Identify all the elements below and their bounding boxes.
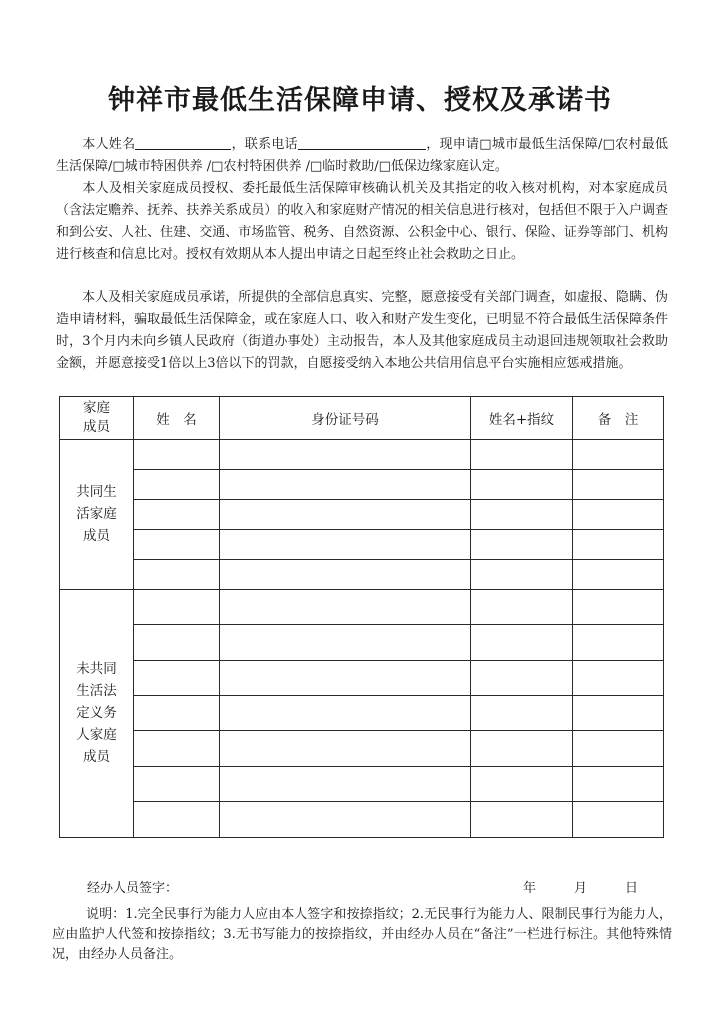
name-label: 本人姓名 <box>82 137 136 152</box>
remark-cell[interactable] <box>573 660 664 695</box>
remark-cell[interactable] <box>573 696 664 731</box>
phone-blank[interactable] <box>298 135 426 150</box>
fingerprint-cell[interactable] <box>471 559 573 589</box>
commitment-text: 本人及相关家庭成员承诺，所提供的全部信息真实、完整，愿意接受有关部门调查，如虚报、隐瞒、伪造申请材料，骗取最低生活保障金，或在家庭人口、收入和财产发生变化，已明显不符合最低生活保障条件时，3个月内未向乡镇人民政府（街道办事处）主动报告，本人及其他家庭成员主动退回违规领取社会救助金额，并愿意接受1倍以上3倍以下的罚款，自愿接受纳入本地公共信用信息平台实施相应惩戒措施。 <box>56 290 668 371</box>
name-cell[interactable] <box>134 469 220 499</box>
authorization-text: 本人及相关家庭成员授权、委托最低生活保障审核确认机关及其指定的收入核对机构，对本家庭成员（含法定赡养、抚养、扶养关系成员）的收入和家庭财产情况的相关信息进行核对，包括但不限于入户调查和到公安、人社、住建、交通、市场监管、税务、自然资源、公积金中心、银行、保险、证券等部门、机构进行核查和信息比对。授权有效期从本人提出申请之日起至终止社会救助之日止。 <box>56 181 668 262</box>
name-cell[interactable] <box>134 499 220 529</box>
family-members-table <box>59 396 663 838</box>
name-cell[interactable] <box>134 696 220 731</box>
fingerprint-cell[interactable] <box>471 802 573 838</box>
id-number-cell[interactable] <box>220 499 471 529</box>
name-cell[interactable] <box>134 440 220 470</box>
table-row <box>60 559 664 589</box>
table-row <box>60 469 664 499</box>
header-id-number: 身份证号码 <box>220 397 471 440</box>
fingerprint-cell[interactable] <box>471 440 573 470</box>
name-cell[interactable] <box>134 625 220 660</box>
remark-cell[interactable] <box>573 529 664 559</box>
id-number-cell[interactable] <box>220 731 471 766</box>
id-number-cell[interactable] <box>220 529 471 559</box>
name-cell[interactable] <box>134 589 220 624</box>
explanation-note <box>52 905 672 965</box>
applicant-info-paragraph <box>56 134 668 178</box>
document-title: 钟祥市最低生活保障申请、授权及承诺书 <box>108 85 612 116</box>
remark-cell[interactable] <box>573 440 664 470</box>
name-cell[interactable] <box>134 529 220 559</box>
id-number-cell[interactable] <box>220 660 471 695</box>
fingerprint-cell[interactable] <box>471 529 573 559</box>
id-number-cell[interactable] <box>220 559 471 589</box>
fingerprint-cell[interactable] <box>471 696 573 731</box>
name-cell[interactable] <box>134 559 220 589</box>
table-header-row <box>60 397 664 440</box>
table-row <box>60 589 664 624</box>
signature-row <box>87 877 647 896</box>
header-remark: 备 注 <box>573 397 664 440</box>
name-cell[interactable] <box>134 766 220 801</box>
remark-cell[interactable] <box>573 625 664 660</box>
table-row <box>60 696 664 731</box>
apply-options-text: ，现申请□城市最低生活保障/□农村最低生活保障/□城市特困供养 /□农村特困供养 /□临时救助/□低保边缘家庭认定。 <box>56 137 668 174</box>
fingerprint-cell[interactable] <box>471 766 573 801</box>
phone-label: ，联系电话 <box>231 137 298 152</box>
table-row <box>60 529 664 559</box>
remark-cell[interactable] <box>573 469 664 499</box>
id-number-cell[interactable] <box>220 766 471 801</box>
fingerprint-cell[interactable] <box>471 589 573 624</box>
id-number-cell[interactable] <box>220 589 471 624</box>
table-row <box>60 499 664 529</box>
fingerprint-cell[interactable] <box>471 499 573 529</box>
remark-cell[interactable] <box>573 766 664 801</box>
id-number-cell[interactable] <box>220 469 471 499</box>
remark-cell[interactable] <box>573 499 664 529</box>
table-row <box>60 731 664 766</box>
fingerprint-cell[interactable] <box>471 660 573 695</box>
id-number-cell[interactable] <box>220 625 471 660</box>
month-label: 月 <box>574 881 588 896</box>
day-label: 日 <box>625 881 639 896</box>
id-number-cell[interactable] <box>220 696 471 731</box>
signature-label: 经办人员签字： <box>87 881 179 896</box>
header-name-fingerprint: 姓名+指纹 <box>471 397 573 440</box>
commitment-paragraph <box>56 287 668 375</box>
note-text: 说明：1.完全民事行为能力人应由本人签字和按捺指纹；2.无民事行为能力人、限制民事行为能力人，应由监护人代签和按捺指纹；3.无书写能力的按捺指纹，并由经办人员在“备注”一栏进行标注。其他特殊情况，由经办人员备注。 <box>52 907 672 962</box>
table-row <box>60 440 664 470</box>
remark-cell[interactable] <box>573 802 664 838</box>
table-row <box>60 625 664 660</box>
table-row <box>60 766 664 801</box>
year-label: 年 <box>523 881 537 896</box>
member-group-label: 未共同 生活法 定义务 人家庭 成员 <box>60 589 134 837</box>
authorization-paragraph <box>56 178 668 266</box>
member-group-label: 共同生 活家庭 成员 <box>60 440 134 590</box>
fingerprint-cell[interactable] <box>471 731 573 766</box>
fingerprint-cell[interactable] <box>471 469 573 499</box>
remark-cell[interactable] <box>573 589 664 624</box>
name-cell[interactable] <box>134 731 220 766</box>
name-blank[interactable] <box>135 135 231 150</box>
fingerprint-cell[interactable] <box>471 625 573 660</box>
id-number-cell[interactable] <box>220 802 471 838</box>
table-row <box>60 660 664 695</box>
remark-cell[interactable] <box>573 559 664 589</box>
header-family-member: 家庭 成员 <box>60 397 134 440</box>
table-row <box>60 802 664 838</box>
remark-cell[interactable] <box>573 731 664 766</box>
name-cell[interactable] <box>134 802 220 838</box>
name-cell[interactable] <box>134 660 220 695</box>
header-name: 姓 名 <box>134 397 220 440</box>
date-fields <box>523 877 638 896</box>
id-number-cell[interactable] <box>220 440 471 470</box>
